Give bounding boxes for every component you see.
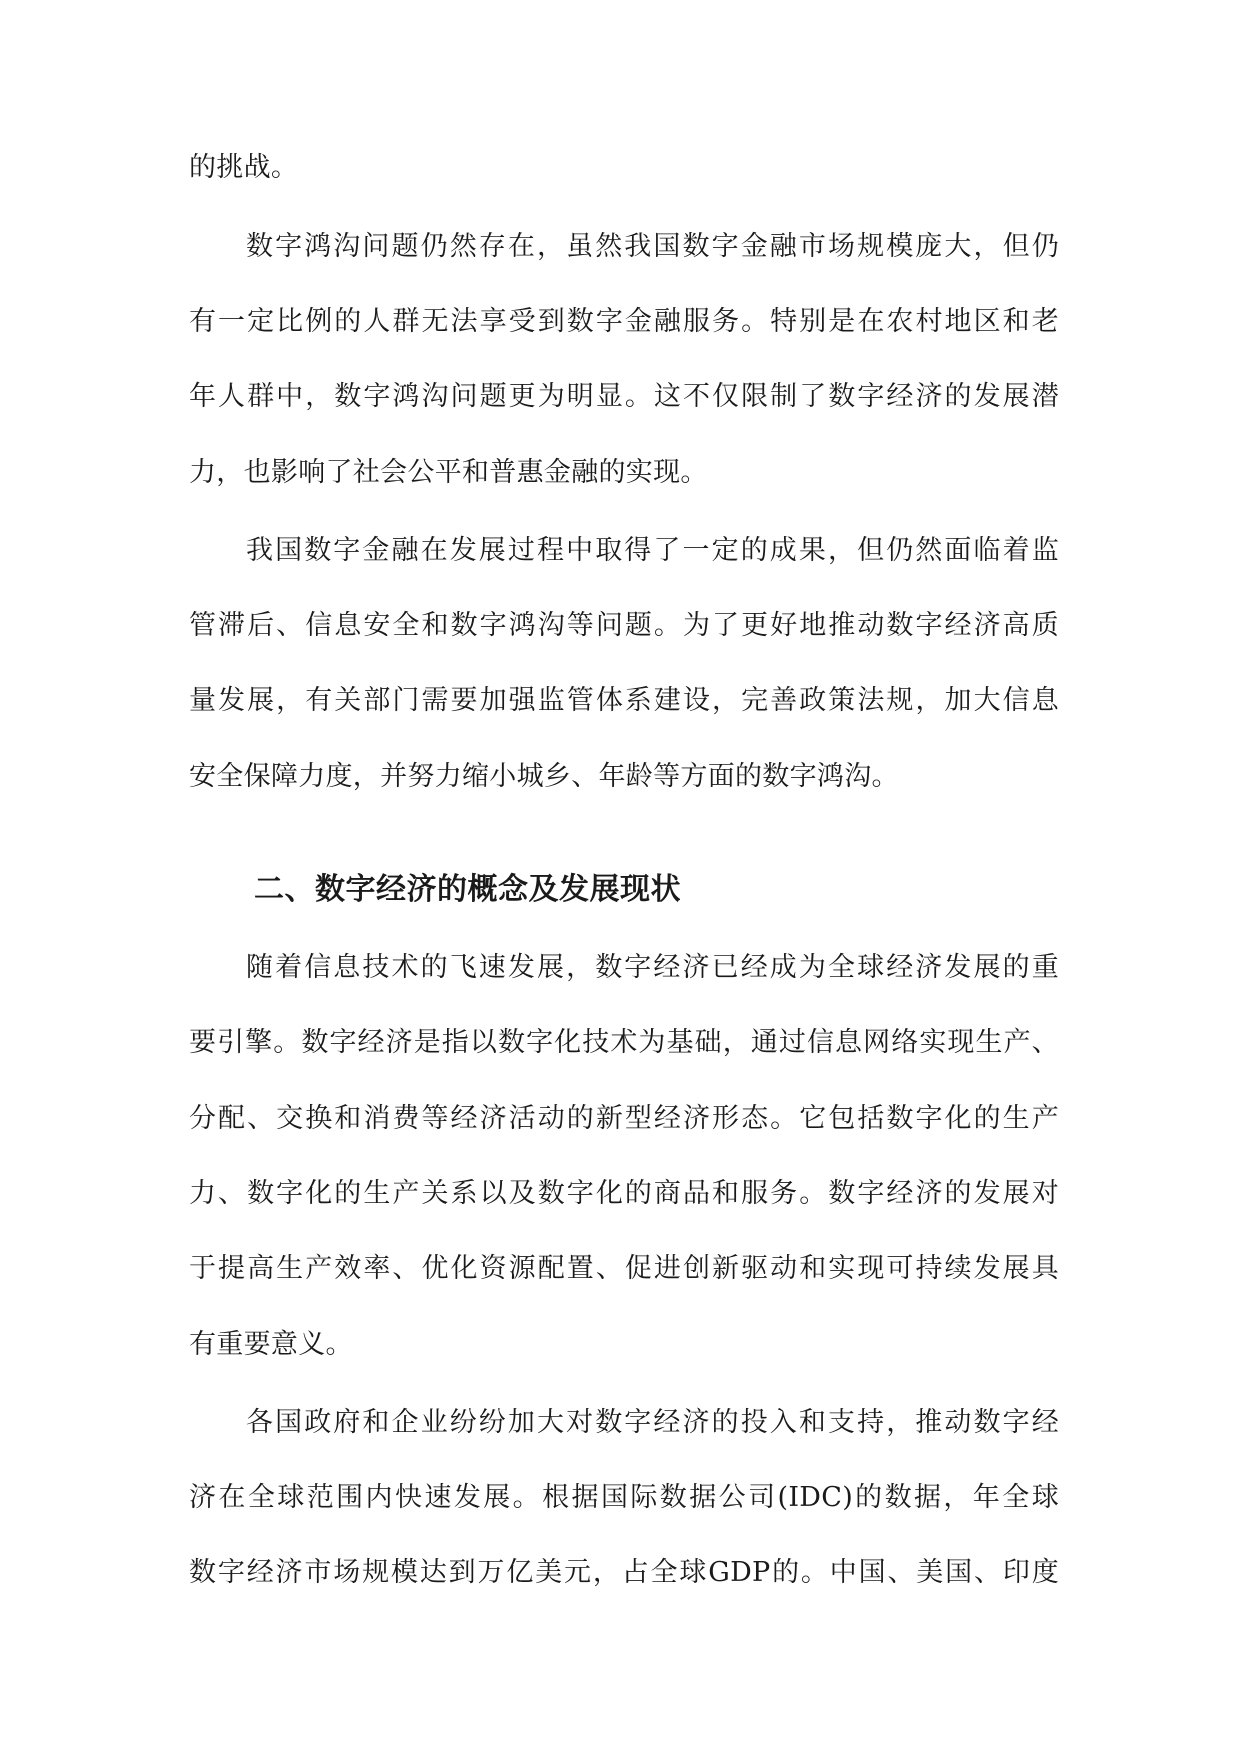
text-line: 数字鸿沟问题仍然存在，虽然我国数字金融市场规模庞大，但仍: [246, 231, 1059, 262]
text-line: 数字经济市场规模达到万亿美元，占全球GDP的。中国、美国、印度: [189, 1557, 1059, 1588]
text-line: 有重要意义。: [189, 1329, 353, 1360]
text-line: 我国数字金融在发展过程中取得了一定的成果，但仍然面临着监: [246, 535, 1059, 566]
text-line: 力、数字化的生产关系以及数字化的商品和服务。数字经济的发展对: [189, 1178, 1059, 1209]
text-line: 力，也影响了社会公平和普惠金融的实现。: [189, 457, 708, 488]
text-line: 管滞后、信息安全和数字鸿沟等问题。为了更好地推动数字经济高质: [189, 610, 1059, 641]
text-line: 年人群中，数字鸿沟问题更为明显。这不仅限制了数字经济的发展潜: [189, 381, 1059, 412]
text-line: 的挑战。: [189, 152, 299, 183]
text-line: 有一定比例的人群无法享受到数字金融服务。特别是在农村地区和老: [189, 306, 1059, 337]
text-line: 各国政府和企业纷纷加大对数字经济的投入和支持，推动数字经: [246, 1407, 1059, 1438]
section-heading: 二、数字经济的概念及发展现状: [254, 872, 681, 907]
text-line: 要引擎。数字经济是指以数字化技术为基础，通过信息网络实现生产、: [189, 1027, 1059, 1058]
text-line: 分配、交换和消费等经济活动的新型经济形态。它包括数字化的生产: [189, 1103, 1059, 1134]
text-line: 随着信息技术的飞速发展，数字经济已经成为全球经济发展的重: [246, 952, 1059, 983]
text-line: 济在全球范围内快速发展。根据国际数据公司(IDC)的数据，年全球: [189, 1482, 1059, 1513]
text-line: 安全保障力度，并努力缩小城乡、年龄等方面的数字鸿沟。: [189, 761, 899, 792]
text-line: 量发展，有关部门需要加强监管体系建设，完善政策法规，加大信息: [189, 685, 1059, 716]
text-line: 于提高生产效率、优化资源配置、促进创新驱动和实现可持续发展具: [189, 1253, 1059, 1284]
